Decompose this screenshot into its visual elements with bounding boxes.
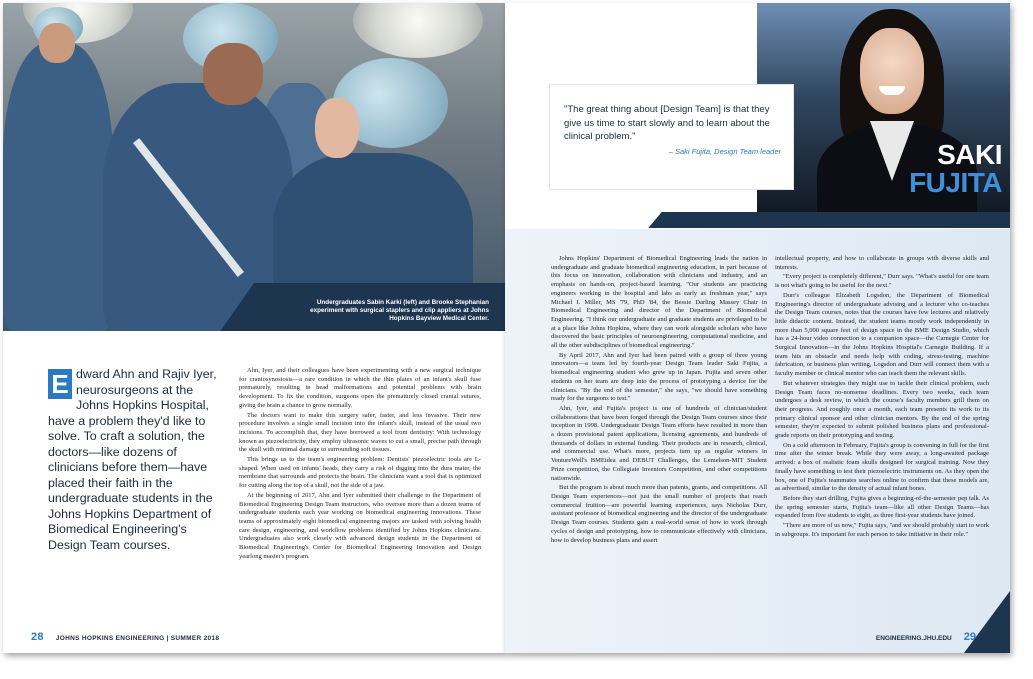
student-face <box>39 23 75 63</box>
quote-text: "The great thing about [Design Team] is that they give us time to start slowly and to learn about the clinical problem." <box>564 104 770 142</box>
website-url: ENGINEERING.JHU.EDU <box>875 635 952 642</box>
accent-strip <box>648 212 1010 228</box>
name-title <box>872 141 1002 197</box>
article-column <box>775 255 989 541</box>
last-name: FUJITA <box>909 167 1002 198</box>
right-page <box>505 3 1010 653</box>
page-number: 29 <box>963 631 976 643</box>
paragraph: "There are more of us now," Fujita says, "and we should probably start to work in subgroups. It's important for each person to take initiative in their role." <box>775 522 989 538</box>
paragraph: But the program is about much more than patents, grants, and competitions. All Design Team experiences—not just the small number of projects that reach commercial fruition—are powerful learning experiences, says Nicholas Durr, assistant professor of biomedical engineering and the director of the undergraduate Design Team courses. Students gain a real-world sense of how to work through cycles of design and prototyping, how to communicate effectively with clinicians, how to develop business plans and assert <box>551 484 767 544</box>
student-face <box>315 98 359 158</box>
paragraph: Before they start drilling, Fujita gives a beginning-of-the-semester pep talk. As the spring semester starts, Fujita's team—like all other Design Teams—has expanded from five students to eight, as three first-year students have joined. <box>775 494 989 520</box>
paragraph: On a cold afternoon in February, Fujita's group is convening in full for the first time after the winter break. While they were away, a long-awaited package arrived: a box of realistic foam skulls designed for surgical training. Now they finally have something to test their piezoelectric instruments on. As they open the box, one of Fujita's teammates searches online to confirm that these models are, as advertised, similar to the density of actual infant bones. <box>775 441 989 493</box>
paragraph: Ahn, Iyer, and Fujita's project is one of hundreds of clinician/student collaborations that have been forged through the Design Team courses since their inception in 1998. Undergraduate Design Team efforts have resulted in more than a dozen provisional patent applications, licensing agreements, and hundreds of thousands of dollars in external funding. Their products are in research, clinical, and commercial use. What's more, projects turn up as regular winners in VentureWell's BMEidea and DEBUT Challenges, the Lemelson-MIT Student Prize competition, the Collegiate Inventors Competition, and other competitions nationwide. <box>551 404 767 482</box>
paragraph: By April 2017, Ahn and Iyer had been paired with a group of three young innovators—a team led by fourth-year Design Team leader Saki Fujita, a biomedical engineering student who grew up in Japan. Fujita and seven other students on her team are deep into the process of prototyping a device for the clinicians. "By the end of the semester," she says, "we should have something ready for the surgeons to test." <box>551 351 767 403</box>
paragraph: intellectual property, and how to collaborate in groups with diverse skills and interests. <box>775 255 989 271</box>
paragraph: This brings us to the team's engineering problem: Dentists' piezoelectric tools are L-shaped. When used on infants' heads, they carry a risk of digging into the dura mater, the membrane that surrounds and protects the brain. The clinicians want a tool that is optimized for cutting along the top of a skull, not the side of a jaw. <box>239 456 481 490</box>
paragraph: "Every project is completely different," Durr says. "What's useful for one team is not what's going to be useful for the next." <box>775 273 989 290</box>
paragraph: Johns Hopkins' Department of Biomedical Engineering leads the nation in undergraduate and graduate biomedical engineering education, in part because of this focus on innovation, collaboration with clinicians and industry, and an emphasis on hands-on, project-based learning. "Our students are practicing engineers working in the hospital and labs as early as freshman year," says Michael I. Miller, MS '79, PhD '84, the Bessie Darling Massey Chair in Biomedical Engineering and director of the Department of Biomedical Engineering. "I think our undergraduate and graduate students are privileged to be at a place like Johns Hopkins, where they can work alongside scholars who have discovered the basic principles of neuroengineering, computational medicine, and all the other subdisciplines of biomedical engineering." <box>551 255 767 350</box>
corner-accent <box>964 591 1010 653</box>
student-face <box>203 43 263 105</box>
paragraph: At the beginning of 2017, Ahn and Iyer submitted their challenge to the Department of Biomedical Engineering Design Team instructors, who oversee more than a dozen teams of undergraduate students each year working on biomedical engineering innovations. These teams of approximately eight biomedical engineering majors are tasked with solving health care design, engineering, and workflow problems identified by Johns Hopkins clinicians. Undergraduates also work closely with advanced design students in the Department of Biomedical Engineering's Center for Biomedical Engineering Innovation and Design yearlong master's program. <box>239 491 481 560</box>
intro-paragraph <box>48 367 224 553</box>
pull-quote <box>550 85 793 189</box>
left-page <box>3 3 505 653</box>
quote-attribution: – Saki Fujita, Design Team leader <box>668 146 781 156</box>
surgical-lamp <box>353 3 483 58</box>
page-number: 28 <box>31 631 44 643</box>
page-footer <box>31 631 219 643</box>
portrait-face <box>860 28 924 114</box>
surgery-lab-photo <box>3 3 505 331</box>
paragraph: Durr's colleague Elizabeth Logsdon, the Department of Biomedical Engineering's director of undergraduate advising and a lecturer who co-teaches the Design Team courses, notes that the courses have few lectures and relatively little didactic content. Instead, the student teams mostly work independently in more than 5,000 square feet of design space in the BME Design Studio, which has a 24-hour video connection to a companion space—the Carnegie Center for Surgical Innovation—in the Johns Hopkins Hospital's Carnegie Building. If a team hits an obstacle and needs help with coding, stress-testing, machine fabrication, or business plan writing, Logsdon and Durr will connect them with a faculty member or clinical mentor who can teach them the relevant skills. <box>775 291 989 378</box>
paragraph: The doctors want to make this surgery safer, faster, and less invasive. Their new procedure involves a single small incision into the infant's skull, instead of the usual two incisions. To accomplish that, they have borrowed a tool from dentistry: With technology known as piezoelectricity, they employ ultrasonic waves to cut a small, precise path through the skull with minimal damage to surrounding soft tissues. <box>239 411 481 454</box>
first-name: SAKI <box>937 139 1002 170</box>
paragraph: Ahn, Iyer, and their colleagues have been experimenting with a new surgical technique for craniosynostosis—a rare condition in which the thin plates of an infant's skull fuse prematurely, resulting in head malformations and potential problems with brain development. To fix the condition, surgeons open the prematurely closed cranial sutures, giving the brain a chance to grow normally. <box>239 367 481 409</box>
article-column <box>551 255 767 546</box>
article-column <box>239 367 481 562</box>
intro-text: dward Ahn and Rajiv Iyer, neurosurgeons at the Johns Hopkins Hospital, have a problem they'd like to solve. To craft a solution, the doctors—like dozens of clinicians before them—have placed their faith in the undergraduate students in the Johns Hopkins Department of Biomedical Engineering's Design Team courses. <box>48 367 217 552</box>
drop-cap: E <box>48 369 72 399</box>
photo-caption: Undergraduates Sabin Karki (left) and Brooke Stephanian experiment with surgical staplers and clip appliers at Johns Hopkins Bayview Medical Center. <box>310 299 489 322</box>
paragraph: But whatever strategies they might use to tackle their clinical problem, each Design Team faces no-nonsense deadlines. Every two weeks, each team undergoes a desk review, in which the course's faculty members grill them on their progress. And roughly once a month, each team presents its work to its primary clinical sponsor and other clinician mentors. By the end of the spring semester, they're expected to submit polished business plans and professional-grade reports on their prototyping and testing. <box>775 379 989 440</box>
student-figure <box>3 43 113 331</box>
publication-name: JOHNS HOPKINS ENGINEERING | SUMMER 2018 <box>55 635 220 642</box>
page-footer <box>876 631 976 643</box>
